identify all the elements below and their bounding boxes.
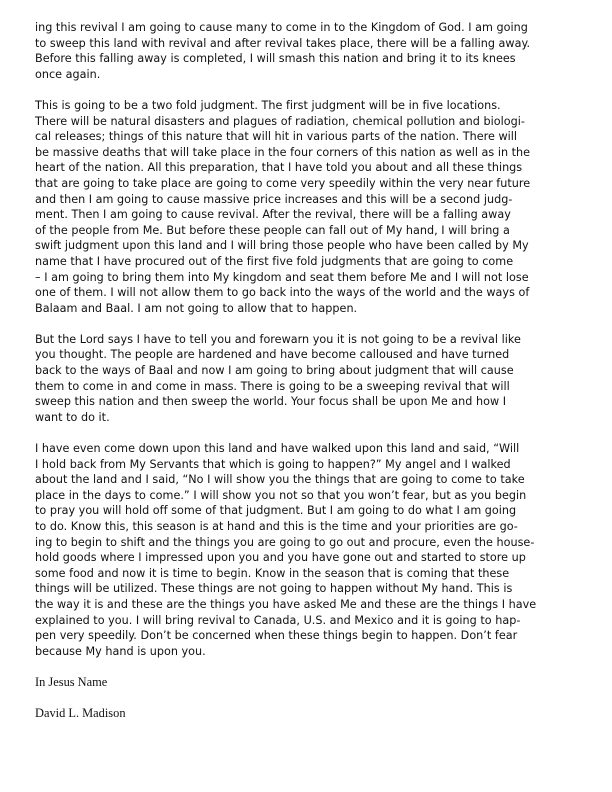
text-line: ing to begin to shift and the things you are going to go out and procure, even the house- — [35, 535, 535, 549]
text-line: I hold back from My Servants that which is going to happen?” My angel and I walked — [35, 457, 511, 471]
paragraph-spacer — [35, 82, 577, 98]
text-line: hold goods where I impressed upon you and you have gone out and started to store up — [35, 551, 526, 565]
paragraph-spacer — [35, 425, 577, 441]
text-line: because My hand is upon you. — [35, 644, 206, 658]
text-line: about the land and I said, “No I will show you the things that are going to come to take — [35, 473, 525, 487]
author-signature: David L. Madison — [35, 706, 126, 721]
paragraph-2 — [35, 98, 577, 316]
text-line: Before this falling away is completed, I will smash this nation and bring it to its knees — [35, 52, 516, 66]
closing-line: In Jesus Name — [35, 674, 108, 689]
text-line: that are going to take place are going to come very speedily within the very near future — [35, 176, 531, 190]
text-line: to do. Know this, this season is at hand and this is the time and your priorities are go- — [35, 520, 518, 533]
text-line: name that I have procured out of the first five fold judgments that are going to come — [35, 254, 514, 268]
paragraph-spacer — [35, 691, 577, 707]
text-line: heart of the nation. All this preparation, that I have told you about and all these things — [35, 161, 523, 175]
paragraph-spacer — [35, 659, 577, 675]
text-line: some food and now it is time to begin. Know in the season that is coming that these — [35, 566, 510, 580]
text-line: This is going to be a two fold judgment. The first judgment will be in five locations. — [35, 98, 501, 112]
paragraph-spacer — [35, 316, 577, 332]
text-line: place in the days to come.” I will show you not so that you won’t fear, but as you begin — [35, 488, 527, 502]
text-line: swift judgment upon this land and I will bring those people who have been called by My — [35, 239, 529, 253]
text-line: explained to you. I will bring revival to Canada, U.S. and Mexico and it is going to hap- — [35, 613, 521, 627]
text-line: of the people from Me. But before these people can fall out of My hand, I will bring a — [35, 223, 510, 237]
text-line: ing this revival I am going to cause many to come in to the Kingdom of God. I am going — [35, 21, 528, 34]
text-line: I have even come down upon this land and have walked upon this land and said, “Will — [35, 442, 520, 456]
text-line: There will be natural disasters and plagues of radiation, chemical pollution and biologi- — [35, 114, 525, 128]
text-line: But the Lord says I have to tell you and forewarn you it is not going to be a revival like — [35, 332, 521, 346]
text-line: want to do it. — [35, 410, 110, 424]
text-line: the way it is and these are the things you have asked Me and these are the things I have — [35, 597, 537, 611]
text-line: back to the ways of Baal and now I am going to bring about judgment that will cause — [35, 364, 514, 378]
text-line: Balaam and Baal. I am not going to allow that to happen. — [35, 301, 358, 315]
text-line: ment. Then I am going to cause revival. After the revival, there will be a falling away — [35, 208, 511, 222]
paragraph-3 — [35, 332, 577, 426]
text-line: things will be utilized. These things are not going to happen without My hand. This is — [35, 582, 513, 596]
text-line: them to come in and come in mass. There is going to be a sweeping revival that will — [35, 379, 510, 393]
text-line: pen very speedily. Don’t be concerned when these things begin to happen. Don’t fear — [35, 629, 518, 643]
text-line: sweep this nation and then sweep the world. Your focus shall be upon Me and how I — [35, 395, 507, 409]
text-line: and then I am going to cause massive price increases and this will be a second judg- — [35, 192, 513, 206]
text-line: be massive deaths that will take place in the four corners of this nation as well as in the — [35, 145, 531, 159]
paragraph-1 — [35, 20, 577, 82]
text-line: – I am going to bring them into My kingdom and seat them before Me and I will not lose — [35, 270, 529, 284]
text-line: to sweep this land with revival and after revival takes place, there will be a falling away. — [35, 36, 531, 50]
text-line: cal releases; things of this nature that will hit in various parts of the nation. There will — [35, 130, 517, 144]
text-line: to pray you will hold off some of that judgment. But I am going to do what I am going — [35, 504, 517, 518]
document-page — [35, 20, 577, 722]
text-line: you thought. The people are hardened and have become calloused and have turned — [35, 348, 510, 362]
text-line: one of them. I will not allow them to go back into the ways of the world and the ways of — [35, 286, 530, 300]
paragraph-4 — [35, 441, 577, 659]
text-line: once again. — [35, 67, 101, 81]
